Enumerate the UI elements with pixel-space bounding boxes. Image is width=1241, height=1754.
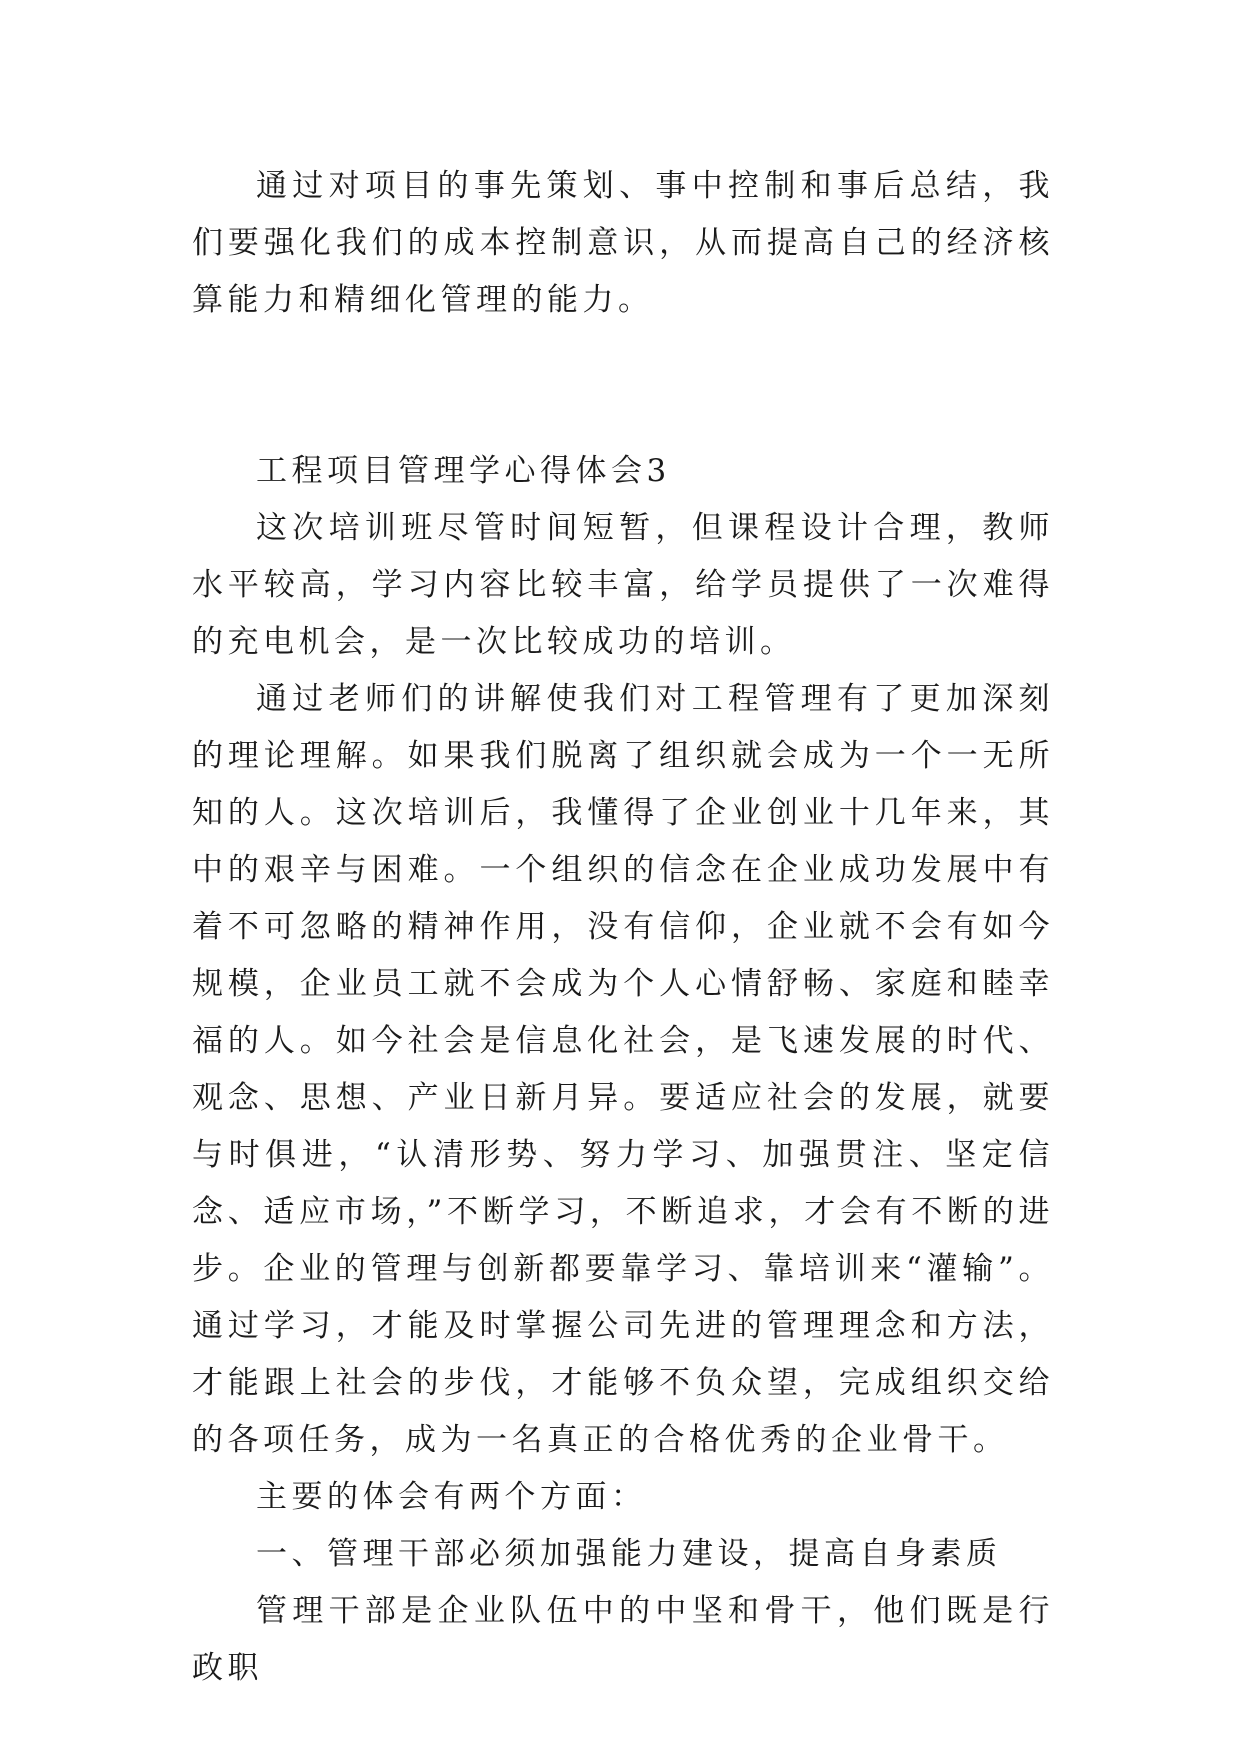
blank-line: [192, 329, 1054, 443]
paragraph-training: 这次培训班尽管时间短暂，但课程设计合理，教师水平较高，学习内容比较丰富，给学员提供了一次难得的充电机会，是一次比较成功的培训。: [192, 510, 1054, 660]
paragraph-lecture: 通过老师们的讲解使我们对工程管理有了更加深刻的理论理解。如果我们脱离了组织就会成为一个一无所知的人。这次培训后，我懂得了企业创业十几年来，其中的艰辛与困难。一个组织的信念在企业成功发展中有着不可忽略的精神作用，没有信仰，企业就不会有如今规模，企业员工就不会成为个人心情舒畅、家庭和睦幸福的人。如今社会是信息化社会，是飞速发展的时代、观念、思想、产业日新月异。要适应社会的发展，就要与时俱进，“认清形势、努力学习、加强贯注、坚定信念、适应市场，”不断学习，不断追求，才会有不断的进步。企业的管理与创新都要靠学习、靠培训来“灌输”。通过学习，才能及时掌握公司先进的管理理念和方法，才能跟上社会的步伐，才能够不负众望，完成组织交给的各项任务，成为一名真正的合格优秀的企业骨干。: [192, 681, 1054, 1458]
paragraph-point-one: 一、管理干部必须加强能力建设，提高自身素质: [256, 1536, 1002, 1572]
section-heading: 工程项目管理学心得体会3: [256, 453, 671, 489]
paragraph-summary: 通过对项目的事先策划、事中控制和事后总结，我们要强化我们的成本控制意识，从而提高自己的经济核算能力和精细化管理的能力。: [192, 168, 1054, 318]
paragraph-main-points: 主要的体会有两个方面：: [256, 1479, 647, 1515]
paragraph-cadres: 管理干部是企业队伍中的中坚和骨干，他们既是行政职: [192, 1593, 1054, 1686]
document-body: [192, 158, 1054, 1697]
